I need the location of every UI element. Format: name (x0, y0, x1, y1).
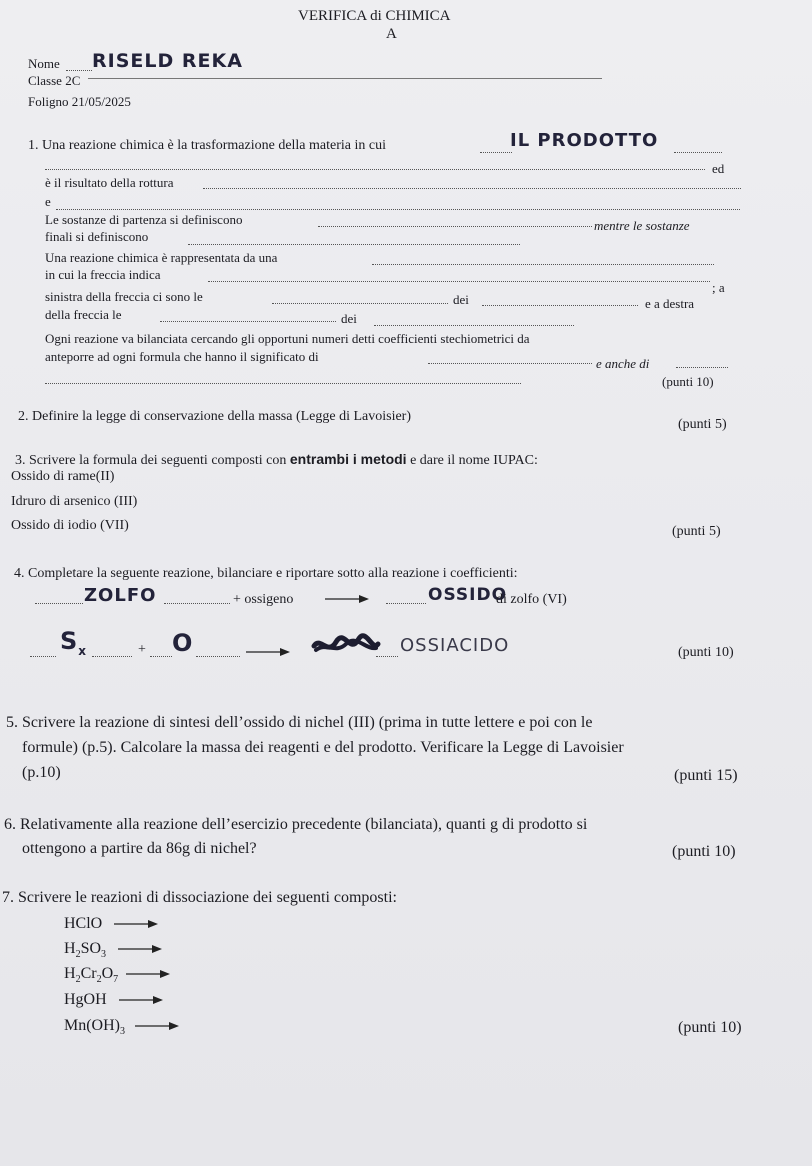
q7-f5-p1: Mn(OH) (64, 1017, 120, 1034)
exam-title: VERIFICA di CHIMICA (298, 8, 451, 24)
q1-line10: della freccia le (45, 307, 122, 322)
q3-item-1: Ossido di rame(II) (11, 469, 115, 484)
q4-plus: + (138, 642, 146, 657)
q4-points: (punti 10) (678, 645, 734, 660)
q5-points: (punti 15) (674, 767, 738, 784)
q4-dots-g (196, 656, 240, 657)
q1-dots10b (374, 325, 574, 326)
q4-arrow-2 (246, 644, 290, 660)
q6-points: (punti 10) (672, 843, 736, 860)
q7-formula-4: HgOH (64, 991, 107, 1008)
q1-line1: 1. Una reazione chimica è la trasformazione della materia in cui (28, 138, 386, 153)
q4-dots-f (150, 656, 172, 657)
q4-sulfur-symbol (60, 628, 87, 664)
q7-f3-p1: H (64, 965, 76, 982)
q1-dots3 (203, 188, 741, 189)
q7-formula-5 (64, 1017, 125, 1038)
q1-line9: sinistra della freccia ci sono le (45, 289, 203, 304)
q7-compound-2 (64, 940, 162, 964)
q7-f3-p2: Cr (80, 965, 97, 982)
q4-answer-sulfur: ZOLFO (84, 585, 157, 606)
q1-dots1 (480, 152, 512, 153)
q3-text (15, 451, 538, 469)
q7-f3-s2: 2 (96, 974, 102, 986)
q3-points: (punti 5) (672, 524, 721, 539)
q1-dots12b (676, 367, 728, 368)
q3-item-3: Ossido di iodio (VII) (11, 518, 129, 533)
name-label: Nome (28, 56, 60, 71)
q7-f3-s3: 7 (113, 974, 119, 986)
q7-formula-2 (64, 940, 107, 961)
q3-text-a: 3. Scrivere la formula dei seguenti composti con (15, 453, 287, 468)
arrow-icon (325, 594, 369, 604)
q1-line8: in cui la freccia indica (45, 267, 161, 282)
student-name: RISELD REKA (92, 50, 243, 72)
q1-dots6 (188, 244, 520, 245)
class-line: Classe 2C (28, 73, 81, 88)
q4-dots-e (92, 656, 132, 657)
q1-dots4 (56, 209, 740, 210)
q1-dots13 (45, 383, 521, 384)
q3-text-b: e dare il nome IUPAC: (410, 453, 538, 468)
q7-compound-3 (64, 965, 170, 989)
q1-ed: ed (712, 161, 725, 176)
q4-text: 4. Completare la seguente reazione, bilanciare e riportare sotto alla reazione i coefficienti: (14, 566, 518, 581)
q1-line10-mid: dei (341, 311, 357, 326)
q4-dots-c (386, 603, 426, 604)
q7-f3-s1: 2 (75, 974, 81, 986)
q7-compound-4 (64, 991, 163, 1009)
q7-f2-p1: H (64, 940, 76, 957)
arrow-icon (119, 995, 163, 1005)
q1-line9-end: e a destra (645, 296, 695, 311)
q7-points: (punti 10) (678, 1019, 742, 1036)
q1-line5: Le sostanze di partenza si definiscono (45, 212, 243, 227)
q1-dots5 (318, 226, 592, 227)
q7-compound-1 (64, 915, 158, 933)
q4-sulfur-letter: S (60, 627, 79, 655)
q5-line1: 5. Scrivere la reazione di sintesi dell’ossido di nichel (III) (prima in tutte lettere e poi con le (6, 714, 593, 731)
q1-answer1: IL PRODOTTO (510, 130, 659, 151)
q7-formula-1: HClO (64, 915, 103, 932)
arrow-icon (114, 919, 158, 929)
q7-formula-3 (64, 965, 119, 986)
q1-line11: Ogni reazione va bilanciata cercando gli opportuni numeri detti coefficienti stechiometrici da (45, 331, 530, 346)
q1-dots9b (482, 305, 638, 306)
arrow-icon (135, 1021, 179, 1031)
q1-dots9a (272, 303, 448, 304)
q4-arrow-1 (325, 591, 369, 607)
q4-answer-oxide: OSSIDO (428, 585, 508, 605)
q1-line5-end: mentre le sostanze (594, 218, 690, 233)
q3-item-2: Idruro di arsenico (III) (11, 494, 138, 509)
q6-line2: ottengono a partire da 86g di nichel? (22, 840, 257, 857)
q4-oxygen: + ossigeno (233, 592, 294, 607)
q4-dots-h (376, 656, 398, 657)
crossed-out-scribble (310, 632, 382, 660)
exam-variant: A (386, 26, 397, 42)
q4-oxyacid: OSSIACIDO (400, 635, 510, 656)
q1-line12: anteporre ad ogni formula che hanno il significato di (45, 349, 319, 364)
q2-text: 2. Definire la legge di conservazione della massa (Legge di Lavoisier) (18, 409, 412, 424)
q6-line1: 6. Relativamente alla reazione dell’esercizio precedente (bilanciata), quanti g di prodotto si (4, 816, 588, 833)
q5-line2: formule) (p.5). Calcolare la massa dei reagenti e del prodotto. Verificare la Legge di Lavoisier (22, 739, 624, 756)
q1-dots8 (208, 281, 710, 282)
q1-line12-end: e anche di (596, 356, 650, 371)
q5-line3: (p.10) (22, 764, 61, 781)
q2-points: (punti 5) (678, 417, 727, 432)
q1-dots1b (674, 152, 722, 153)
q4-dots-a (35, 603, 83, 604)
q1-line6: finali si definiscono (45, 229, 149, 244)
class-rule (88, 78, 602, 79)
q1-dots10a (160, 321, 336, 322)
q4-end: di zolfo (VI) (496, 592, 567, 607)
place-date: Foligno 21/05/2025 (28, 94, 131, 109)
q1-dots12 (428, 363, 592, 364)
q7-f3-p3: O (101, 965, 114, 982)
q7-f2-s1: 2 (75, 949, 81, 961)
q1-line4: e (45, 194, 51, 209)
q7-f5-s1: 3 (120, 1026, 125, 1038)
q7-text: 7. Scrivere le reazioni di dissociazione dei seguenti composti: (2, 889, 397, 906)
q1-dots2 (45, 169, 705, 170)
q4-dots-d (30, 656, 56, 657)
q7-f2-s2: 3 (101, 949, 107, 961)
arrow-icon (246, 647, 290, 657)
q7-f2-p2: SO (80, 940, 102, 957)
q4-oxygen-symbol: O (172, 629, 194, 657)
arrow-icon (118, 944, 162, 954)
name-dots (66, 70, 92, 71)
q1-line3: è il risultato della rottura (45, 175, 174, 190)
q1-points: (punti 10) (662, 374, 714, 389)
q1-line7: Una reazione chimica è rappresentata da una (45, 250, 278, 265)
q7-compound-5 (64, 1017, 179, 1041)
q3-text-bold: entrambi i metodi (289, 451, 407, 467)
q1-line8-end: ; a (712, 280, 725, 295)
q1-dots7 (372, 264, 714, 265)
arrow-icon (126, 969, 170, 979)
q4-sulfur-sub: x (78, 643, 88, 658)
q1-line9-mid: dei (453, 292, 469, 307)
q4-dots-b (164, 603, 230, 604)
